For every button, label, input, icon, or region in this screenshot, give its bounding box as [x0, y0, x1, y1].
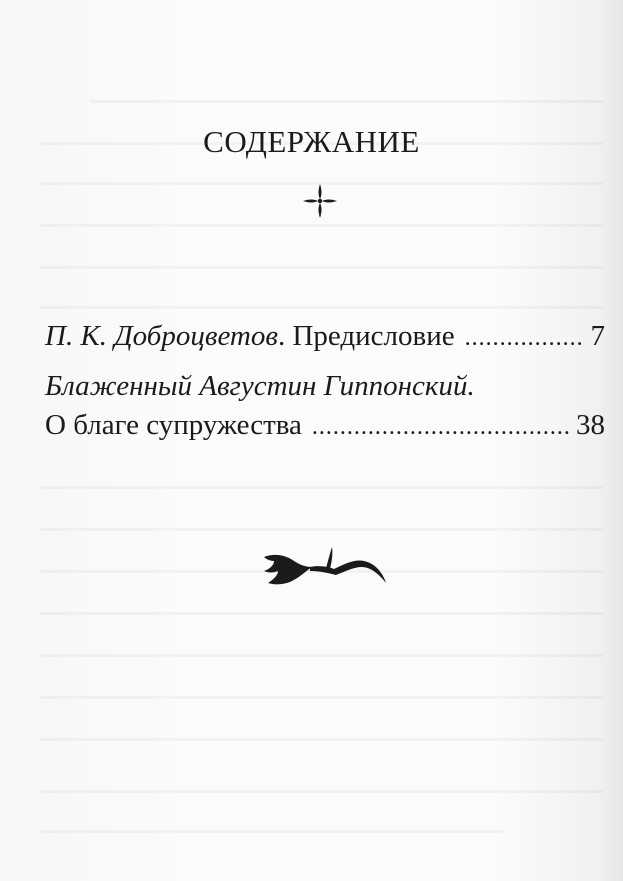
show-through-line — [40, 696, 603, 699]
cross-fleuron-icon — [300, 181, 340, 221]
toc-entry-preface[interactable] — [45, 316, 605, 358]
entry-page-number: 38 — [576, 409, 605, 441]
entry-author: Блаженный Августин Гиппонский. — [45, 370, 475, 402]
show-through-line — [40, 528, 603, 531]
show-through-line — [40, 654, 603, 657]
show-through-line — [40, 790, 603, 793]
toc-entry-on-the-good-of-marriage[interactable] — [45, 405, 605, 447]
entry-page-number: 7 — [590, 320, 605, 352]
entry-title: Предисловие — [292, 320, 455, 352]
show-through-line — [90, 100, 603, 103]
show-through-line — [40, 486, 603, 489]
show-through-line — [40, 612, 603, 615]
toc-entry-text — [45, 316, 455, 356]
show-through-line — [40, 738, 603, 741]
dot-leader — [465, 318, 585, 358]
leaf-fleuron-icon — [260, 543, 390, 603]
toc-entry-author-line — [45, 366, 605, 406]
entry-title: О благе супружества — [45, 409, 302, 441]
dot-leader — [312, 407, 570, 447]
show-through-line — [40, 306, 603, 309]
show-through-line — [40, 224, 603, 227]
entry-author: П. К. Доброцветов — [45, 320, 278, 352]
contents-heading: СОДЕРЖАНИЕ — [203, 124, 420, 159]
entry-separator: . — [277, 320, 286, 352]
show-through-line — [40, 830, 503, 833]
show-through-line — [40, 266, 603, 269]
